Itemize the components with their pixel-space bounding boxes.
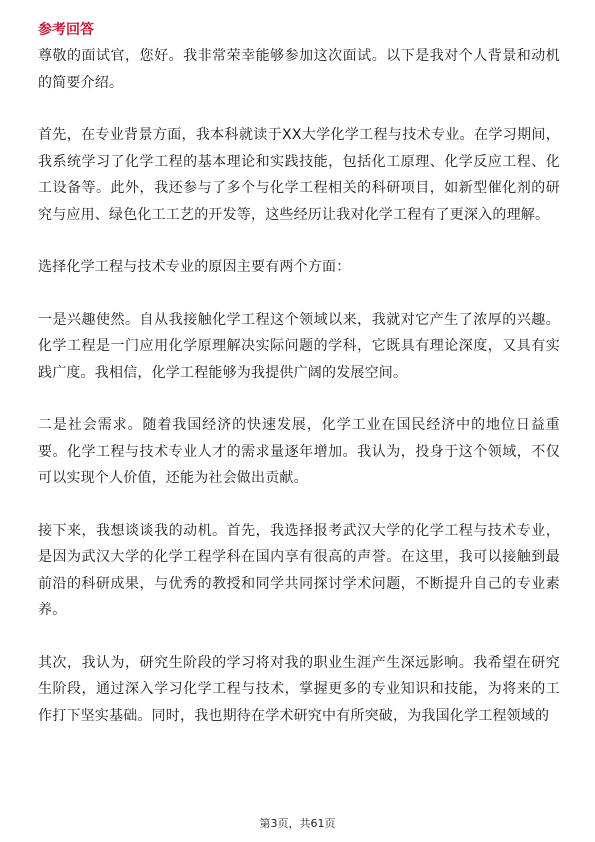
paragraph-career: 其次，我认为，研究生阶段的学习将对我的职业生涯产生深远影响。我希望在研究生阶段，通过深入学习化学工程与技术，掌握更多的专业知识和技能，为将来的工作打下坚实基础。同时，我也期待在学术研究中有所突破，为我国化学工程领域的 xyxy=(38,654,560,724)
paragraph-reasons: 选择化学工程与技术专业的原因主要有两个方面： xyxy=(38,259,351,275)
paragraph-social-demand: 二是社会需求。随着我国经济的快速发展，化学工业在国民经济中的地位日益重要。化学工程与技术专业人才的需求量逐年增加。我认为，投身于这个领域，不仅可以实现个人价值，还能为社会做出贡献。 xyxy=(38,417,560,486)
page-number-footer: 第3页，共61页 xyxy=(259,817,336,830)
paragraph-background: 首先，在专业背景方面，我本科就读于XX大学化学工程与技术专业。在学习期间，我系统学习了化学工程的基本理论和实践技能，包括化工原理、化学反应工程、化工设备等。此外，我还参与了多个与化学工程相关的科研项目，如新型催化剂的研究与应用、绿色化工工艺的开发等，这些经历让我对化学工程有了更深入的理解。 xyxy=(38,127,560,223)
document-page xyxy=(38,20,560,755)
section-heading: 参考回答 xyxy=(38,22,94,38)
paragraph-motivation: 接下来，我想谈谈我的动机。首先，我选择报考武汉大学的化学工程与技术专业，是因为武汉大学的化学工程学科在国内享有很高的声誉。在这里，我可以接触到最前沿的科研成果，与优秀的教授和同学共同探讨学术问题，不断提升自己的专业素养。 xyxy=(38,522,560,618)
paragraph-intro: 尊敬的面试官，您好。我非常荣幸能够参加这次面试。以下是我对个人背景和动机的简要介绍。 xyxy=(38,48,560,91)
paragraph-interest: 一是兴趣使然。自从我接触化学工程这个领域以来，我就对它产生了浓厚的兴趣。化学工程是一门应用化学原理解决实际问题的学科，它既具有理论深度，又具有实践广度。我相信，化学工程能够为我提供广阔的发展空间。 xyxy=(38,311,560,381)
